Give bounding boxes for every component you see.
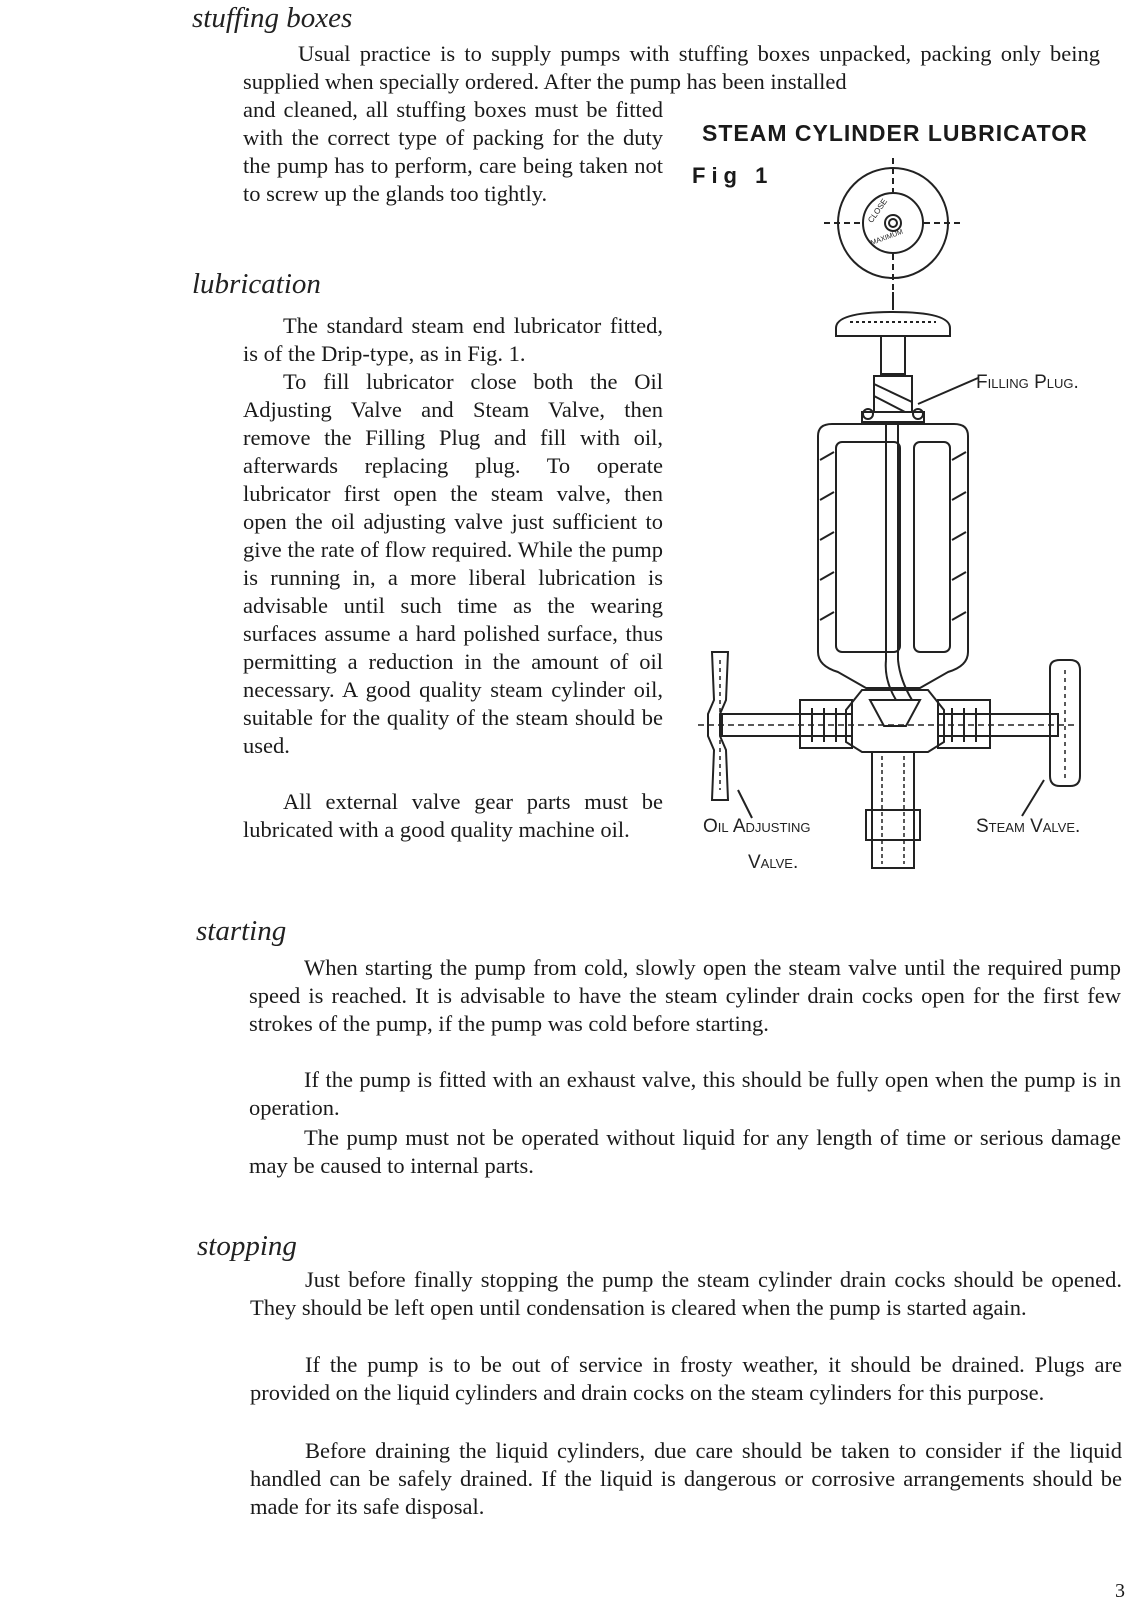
callout-oil-adjusting-valve: Valve. [748, 852, 799, 873]
paragraph-lubrication-3: All external valve gear parts must be lubricated with a good quality machine oil. [243, 789, 663, 842]
oil-adjusting-handle [708, 652, 728, 800]
oil-adjusting-leader [738, 790, 752, 818]
oil-reservoir [818, 424, 968, 688]
top-knob [836, 312, 950, 336]
page-number: 3 [1115, 1580, 1125, 1602]
top-stem [881, 336, 905, 374]
heading-stuffing-boxes: stuffing boxes [192, 2, 353, 34]
paragraph-stopping-2: If the pump is to be out of service in frosty weather, it should be drained. Plugs are provided on the liquid cylinders and drain cocks on the steam cylinders for this purpose. [250, 1352, 1122, 1405]
paragraph-starting-1: When starting the pump from cold, slowly open the steam valve until the required pump speed is reached. It is advisable to have the steam cylinder drain cocks open for the first few strokes of the pump, if the pump was cold before starting. [249, 955, 1121, 1036]
paragraph-stuffing-boxes-1: Usual practice is to supply pumps with stuffing boxes unpacked, packing only being supplied when specially ordered. After the pump has been installed [243, 41, 1100, 94]
paragraph-lubrication-2: To fill lubricator close both the Oil Adjusting Valve and Steam Valve, then remove the Filling Plug and fill with oil, afterwards replacing plug. To operate lubricator first open the steam valve, then open the oil adjusting valve just sufficient to give the rate of flow required. While the pump is running in, a more liberal lubrication is advisable until such time as the wearing surfaces assume a hard polished surface, thus permitting a reduction in the amount of oil necessary. A good quality steam cylinder oil, suitable for the quality of the steam should be used. [243, 369, 663, 758]
cap-label-maximum: MAXIMUM [869, 228, 905, 247]
paragraph-stopping-1: Just before finally stopping the pump the steam cylinder drain cocks should be opened. They should be left open until condensation is cleared when the pump is started again. [250, 1267, 1122, 1320]
steam-valve-leader [1022, 780, 1044, 816]
figure-title: STEAM CYLINDER LUBRICATOR [702, 120, 1088, 146]
paragraph-stuffing-boxes-2: and cleaned, all stuffing boxes must be fitted with the correct type of packing for the duty the pump has to perform, care being taken not to screw up the glands too tightly. [243, 97, 663, 206]
heading-lubrication: lubrication [192, 268, 321, 300]
paragraph-starting-2: If the pump is fitted with an exhaust valve, this should be fully open when the pump is in operation. [249, 1067, 1121, 1120]
callout-oil-adjusting: Oil Adjusting [703, 816, 811, 837]
paragraph-starting-3: The pump must not be operated without liquid for any length of time or serious damage may be caused to internal parts. [249, 1125, 1121, 1178]
callout-filling-plug: Filling Plug. [976, 372, 1079, 393]
callout-steam-valve: Steam Valve. [976, 816, 1081, 837]
figure-label: Fig 1 [692, 163, 774, 188]
cap-label-close: CLOSE [866, 197, 890, 225]
paragraph-stopping-3: Before draining the liquid cylinders, due care should be taken to consider if the liquid handled can be safely drained. If the liquid is dangerous or corrosive arrangements should be made for its safe disposal. [250, 1438, 1122, 1519]
filling-plug-leader [918, 378, 978, 404]
heading-starting: starting [196, 915, 287, 947]
paragraph-lubrication-1: The standard steam end lubricator fitted, is of the Drip-type, as in Fig. 1. [243, 313, 663, 366]
heading-stopping: stopping [197, 1230, 297, 1262]
